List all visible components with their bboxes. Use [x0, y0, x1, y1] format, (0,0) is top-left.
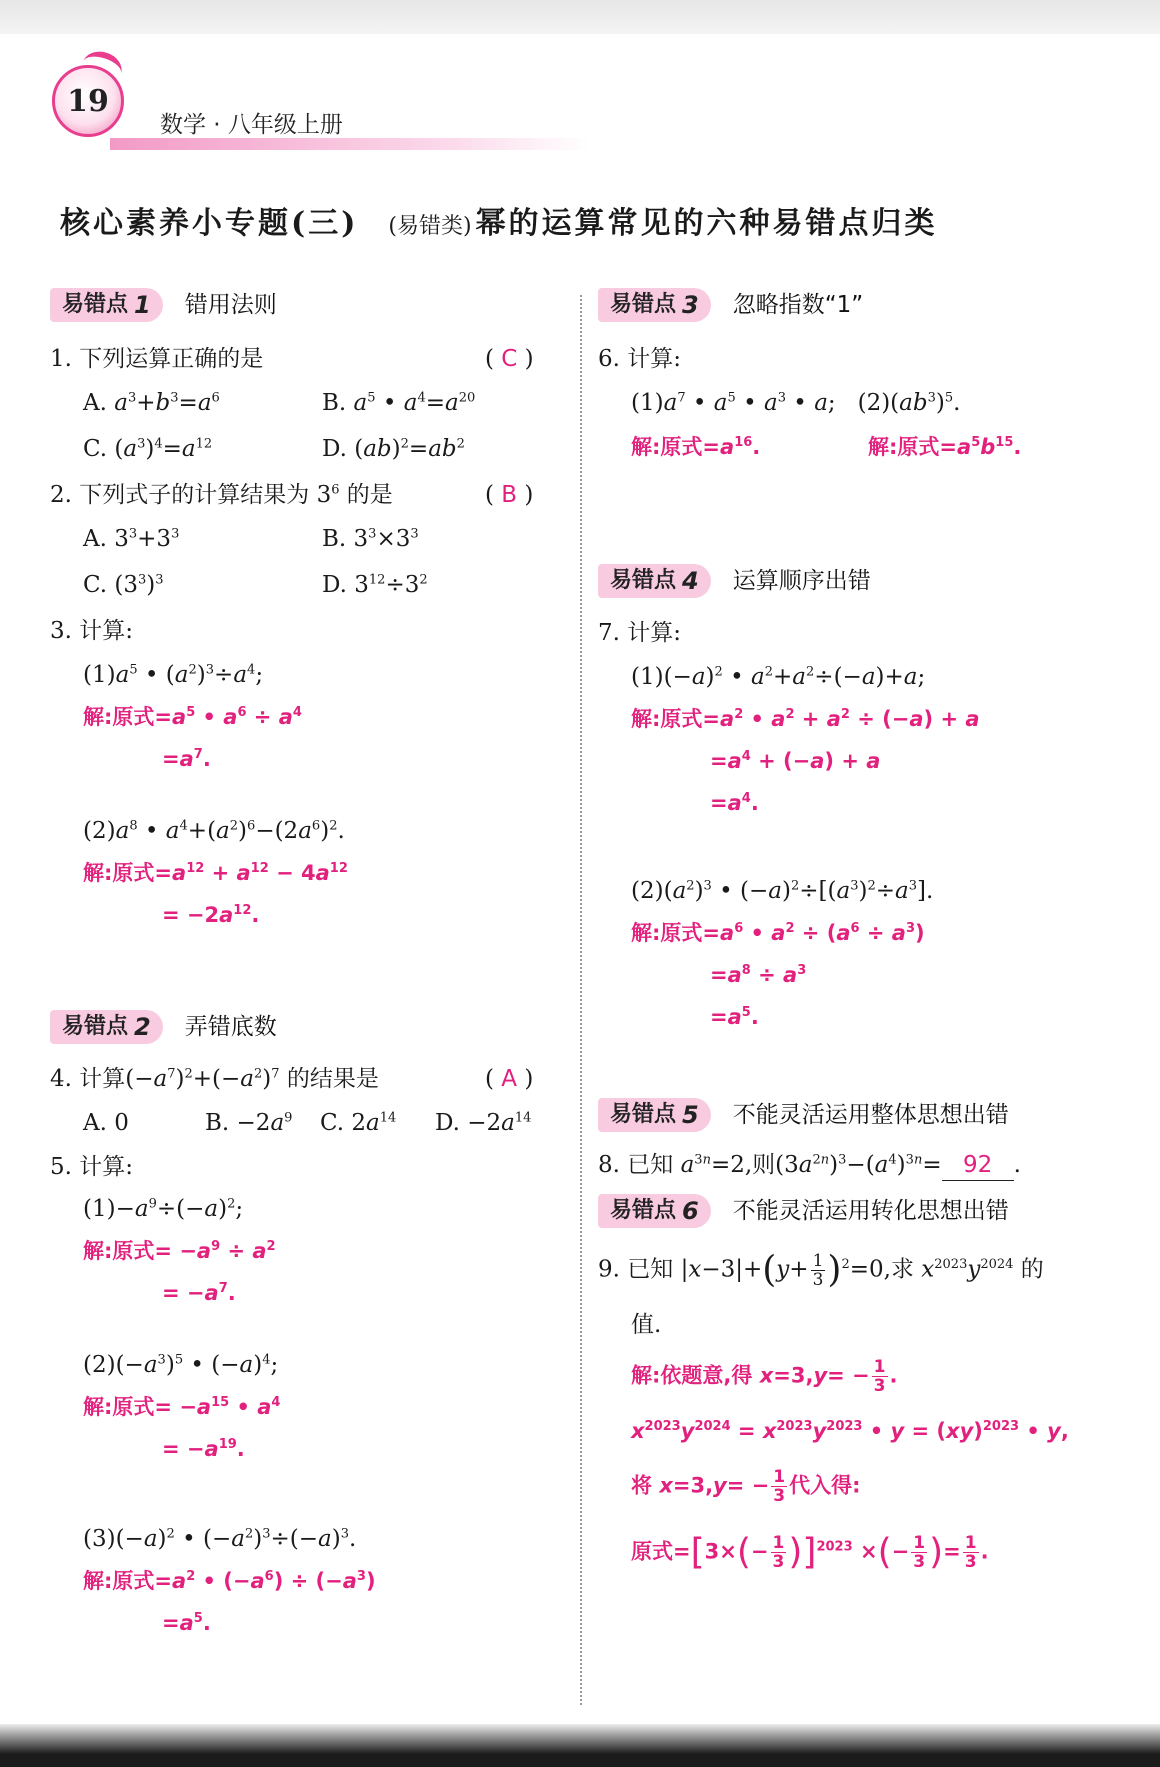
question-5-1: $(1)-a^9\div(-a)^2$;	[83, 1196, 244, 1222]
header-stripe	[110, 138, 590, 150]
solution-9-line3: 将 x=3,y= − $\frac{1}{3}$ 代入得:	[631, 1467, 861, 1506]
answer-paren-1: ( C )	[485, 346, 534, 372]
section-title-2: 弄错底数	[184, 1014, 277, 1040]
solution-7-2-line2: $=a^8 \div a^3$	[710, 963, 807, 987]
section-title-1: 错用法则	[184, 292, 277, 318]
section-header-3	[598, 288, 863, 322]
solution-7-1-line2: $=a^4 + (-a) + a$	[710, 749, 881, 773]
solution-9-line2: $x^{2023}y^{2024} = x^{2023}y^{2023}$ • y = (xy)$^{2023}$ • y,	[631, 1419, 1069, 1443]
solution-9-line4: 原式=[3×(− $\frac{1}{3}$ )]$^{2023}$ ×(− $\frac{1}{3}$ )= $\frac{1}{3}$ .	[631, 1531, 989, 1573]
solution-9-line1: 解:依题意,得 x=3,y= − $\frac{1}{3}$ .	[631, 1357, 898, 1396]
question-9-cont: 值.	[631, 1312, 662, 1338]
solution-3-1-line2: $=a^7$.	[162, 747, 211, 771]
option-2c: C. $(3^3)^3$	[83, 572, 164, 598]
section-header-6	[598, 1194, 1009, 1228]
solution-7-1-line3: $=a^4$.	[710, 791, 759, 815]
section-header-1	[50, 288, 277, 322]
book-title: 数学 · 八年级上册	[160, 112, 343, 138]
section-tag-3: 易错点 3	[598, 288, 711, 322]
solution-6-2: 解:原式$=a^5b^{15}$.	[868, 435, 1022, 459]
question-8: 8. 已知 $a^{3n}=2$,则$(3a^{2n})^3-(a^4)^{3n}= 92$ .	[598, 1150, 1021, 1181]
bottom-shadow	[0, 1724, 1160, 1767]
option-2d: D. $3^{12}\div 3^2$	[322, 572, 428, 598]
option-1a: A. $a^3+b^3=a^6$	[83, 390, 220, 416]
question-3: 3. 计算:	[50, 618, 134, 644]
question-3-2: $(2)a^8$ • $a^4+(a^2)^6-(2a^6)^2$.	[83, 818, 345, 844]
column-divider	[580, 295, 582, 1705]
section-tag-2: 易错点 2	[50, 1010, 163, 1044]
answer-paren-4: ( A )	[485, 1066, 534, 1092]
title-sub: (易错类)	[388, 214, 472, 239]
question-7: 7. 计算:	[598, 620, 682, 646]
solution-5-2-line2: = $-a^{19}$.	[162, 1437, 245, 1461]
section-title-4: 运算顺序出错	[732, 568, 871, 594]
solution-5-2-line1: 解:原式= $-a^{15}$ • $a^4$	[83, 1395, 281, 1419]
question-3-1: $(1)a^5$ • $(a^2)^3\div a^4$;	[83, 662, 264, 688]
page-title	[60, 198, 1100, 242]
solution-5-1-line2: = $-a^7$.	[162, 1281, 236, 1305]
question-2: 2. 下列式子的计算结果为 $3^6$ 的是	[50, 482, 393, 508]
question-7-1: $(1)(-a)^2$ • $a^2+a^2\div(-a)+a$;	[631, 664, 926, 690]
option-1c: C. $(a^3)^4=a^{12}$	[83, 436, 213, 462]
question-5-3: $(3)(-a)^2$ • $(-a^2)^3\div(-a)^3$.	[83, 1526, 357, 1552]
section-title-3: 忽略指数“1”	[732, 292, 864, 318]
section-tag-6: 易错点 6	[598, 1194, 711, 1228]
solution-7-2-line1: 解:原式$=a^6$ • $a^2 \div (a^6 \div a^3)$	[631, 921, 925, 945]
answer-1: C	[501, 346, 518, 372]
title-rest: 幂的运算常见的六种易错点归类	[475, 206, 938, 241]
answer-2: B	[501, 482, 518, 508]
option-1b: B. $a^5$ • $a^4=a^{20}$	[322, 390, 476, 416]
solution-7-2-line3: $=a^5$.	[710, 1005, 759, 1029]
section-tag-4: 易错点 4	[598, 564, 711, 598]
solution-3-2-line1: 解:原式$=a^{12} + a^{12} - 4a^{12}$	[83, 861, 348, 885]
answer-8: 92	[942, 1150, 1014, 1181]
answer-paren-2: ( B )	[485, 482, 534, 508]
option-2a: A. $3^3+3^3$	[83, 526, 180, 552]
solution-5-1-line1: 解:原式= $-a^9 \div a^2$	[83, 1239, 276, 1263]
option-2b: B. $3^3\times 3^3$	[322, 526, 419, 552]
question-1: 1. 下列运算正确的是	[50, 346, 264, 372]
page-number: 19	[67, 83, 109, 119]
answer-4: A	[501, 1066, 518, 1092]
section-tag-1: 易错点 1	[50, 288, 163, 322]
solution-6-1: 解:原式$=a^{16}$.	[631, 435, 761, 459]
option-4b: B. $-2a^9$	[205, 1110, 293, 1136]
question-7-2: $(2)(a^2)^3$ • $(-a)^2\div[(a^3)^2\div a^3]$.	[631, 878, 934, 904]
question-5-2: $(2)(-a^3)^5$ • $(-a)^4$;	[83, 1352, 279, 1378]
page-number-badge	[52, 65, 124, 137]
solution-3-2-line2: = $-2a^{12}$.	[162, 903, 260, 927]
option-4a: A. 0	[83, 1110, 129, 1136]
question-4: 4. 计算$(-a^7)^2+(-a^2)^7$ 的结果是	[50, 1066, 379, 1092]
section-header-4	[598, 564, 871, 598]
option-4d: D. $-2a^{14}$	[435, 1110, 532, 1136]
title-main: 核心素养小专题(三)	[60, 206, 359, 241]
section-title-5: 不能灵活运用整体思想出错	[732, 1102, 1009, 1128]
top-shadow	[0, 0, 1160, 34]
solution-5-3-line2: $=a^5$.	[162, 1611, 211, 1635]
section-tag-5: 易错点 5	[598, 1098, 711, 1132]
option-4c: C. $2a^{14}$	[320, 1110, 397, 1136]
question-6: 6. 计算:	[598, 346, 682, 372]
section-title-6: 不能灵活运用转化思想出错	[732, 1198, 1009, 1224]
solution-3-1-line1: 解:原式$=a^5$ • $a^6 \div a^4$	[83, 705, 302, 729]
section-header-5	[598, 1098, 1009, 1132]
section-header-2	[50, 1010, 277, 1044]
question-5: 5. 计算:	[50, 1154, 134, 1180]
solution-7-1-line1: 解:原式$=a^2$ • $a^2 + a^2 \div (-a) + a$	[631, 707, 980, 731]
question-9: 9. 已知 |x−3|+(y+ $\frac{1}{3}$ )$^2$=0,求 $x^{2023}y^{2024}$ 的	[598, 1249, 1044, 1291]
question-6-parts: $(1)a^7$ • $a^5$ • $a^3$ • a; $(2)(ab^3)^5$.	[631, 390, 961, 416]
solution-5-3-line1: 解:原式$=a^2$ • $(-a^6) \div (-a^3)$	[83, 1569, 376, 1593]
option-1d: D. $(ab)^2=ab^2$	[322, 436, 465, 462]
